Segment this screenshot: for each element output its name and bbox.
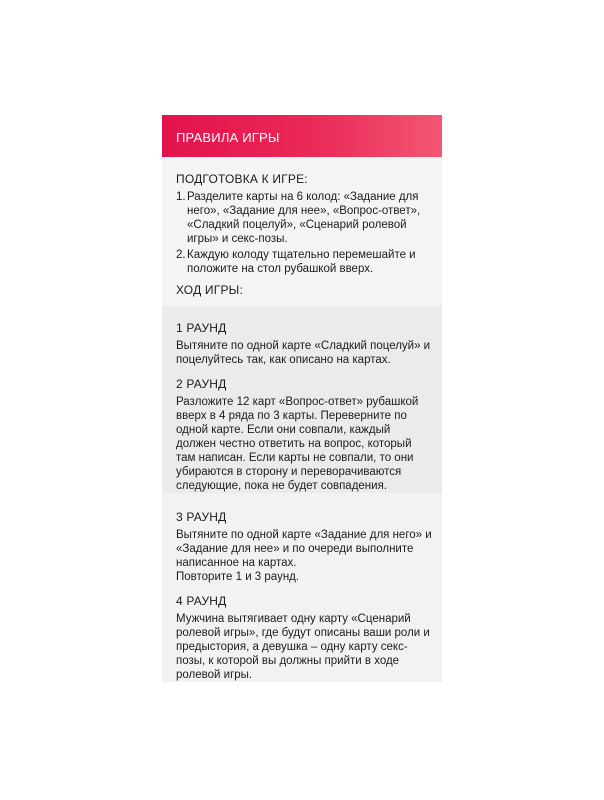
rules-card [162,115,442,682]
preparation-step-2 [176,248,434,276]
rules-header [162,115,442,157]
round-3-text: Вытяните по одной карте «Задание для него» и «Задание для нее» и по очереди выполните написанное на картах. [176,529,432,569]
step-text: Разделите карты на 6 колод: «Задание для него», «Задание для нее», «Вопрос-ответ», «Сладкий поцелуй», «Сценарий ролевой игры» и секс-позы. [187,191,421,245]
round-4-title: 4 РАУНД [176,594,227,608]
preparation-step-1 [176,190,434,246]
step-number: 1. [176,191,186,203]
round-3-title: 3 РАУНД [176,510,227,524]
round-1-title: 1 РАУНД [176,321,227,335]
round-2-text: Разложите 12 карт «Вопрос-ответ» рубашкой вверх в 4 ряда по 3 карты. Переверните по одной карте. Если они совпали, каждый должен честно ответить на вопрос, который там написан. Если карты не совпали, то они убираются в сторону и переворачиваются следующие, пока не будет совпадения. [176,396,419,492]
round-3-note: Повторите 1 и 3 раунд. [176,571,300,583]
step-text: Каждую колоду тщательно перемешайте и положите на стол рубашкой вверх. [187,249,416,275]
round-4-text: Мужчина вытягивает одну карту «Сценарий ролевой игры», где будут описаны ваши роли и предыстория, а девушка – одну карту секс-позы, к которой вы должны прийти в ходе ролевой игры. [176,613,430,681]
rounds-section-2 [162,493,442,682]
round-1-text: Вытяните по одной карте «Сладкий поцелуй» и поцелуйтесь так, как описано на картах. [176,340,431,366]
round-2-title: 2 РАУНД [176,377,227,391]
gameplay-heading: ХОД ИГРЫ: [176,283,244,297]
rules-title: ПРАВИЛА ИГРЫ [176,129,280,145]
step-number: 2. [176,249,186,261]
preparation-section [162,157,442,306]
rounds-section-1 [162,306,442,493]
preparation-heading: ПОДГОТОВКА К ИГРЕ: [176,172,308,186]
